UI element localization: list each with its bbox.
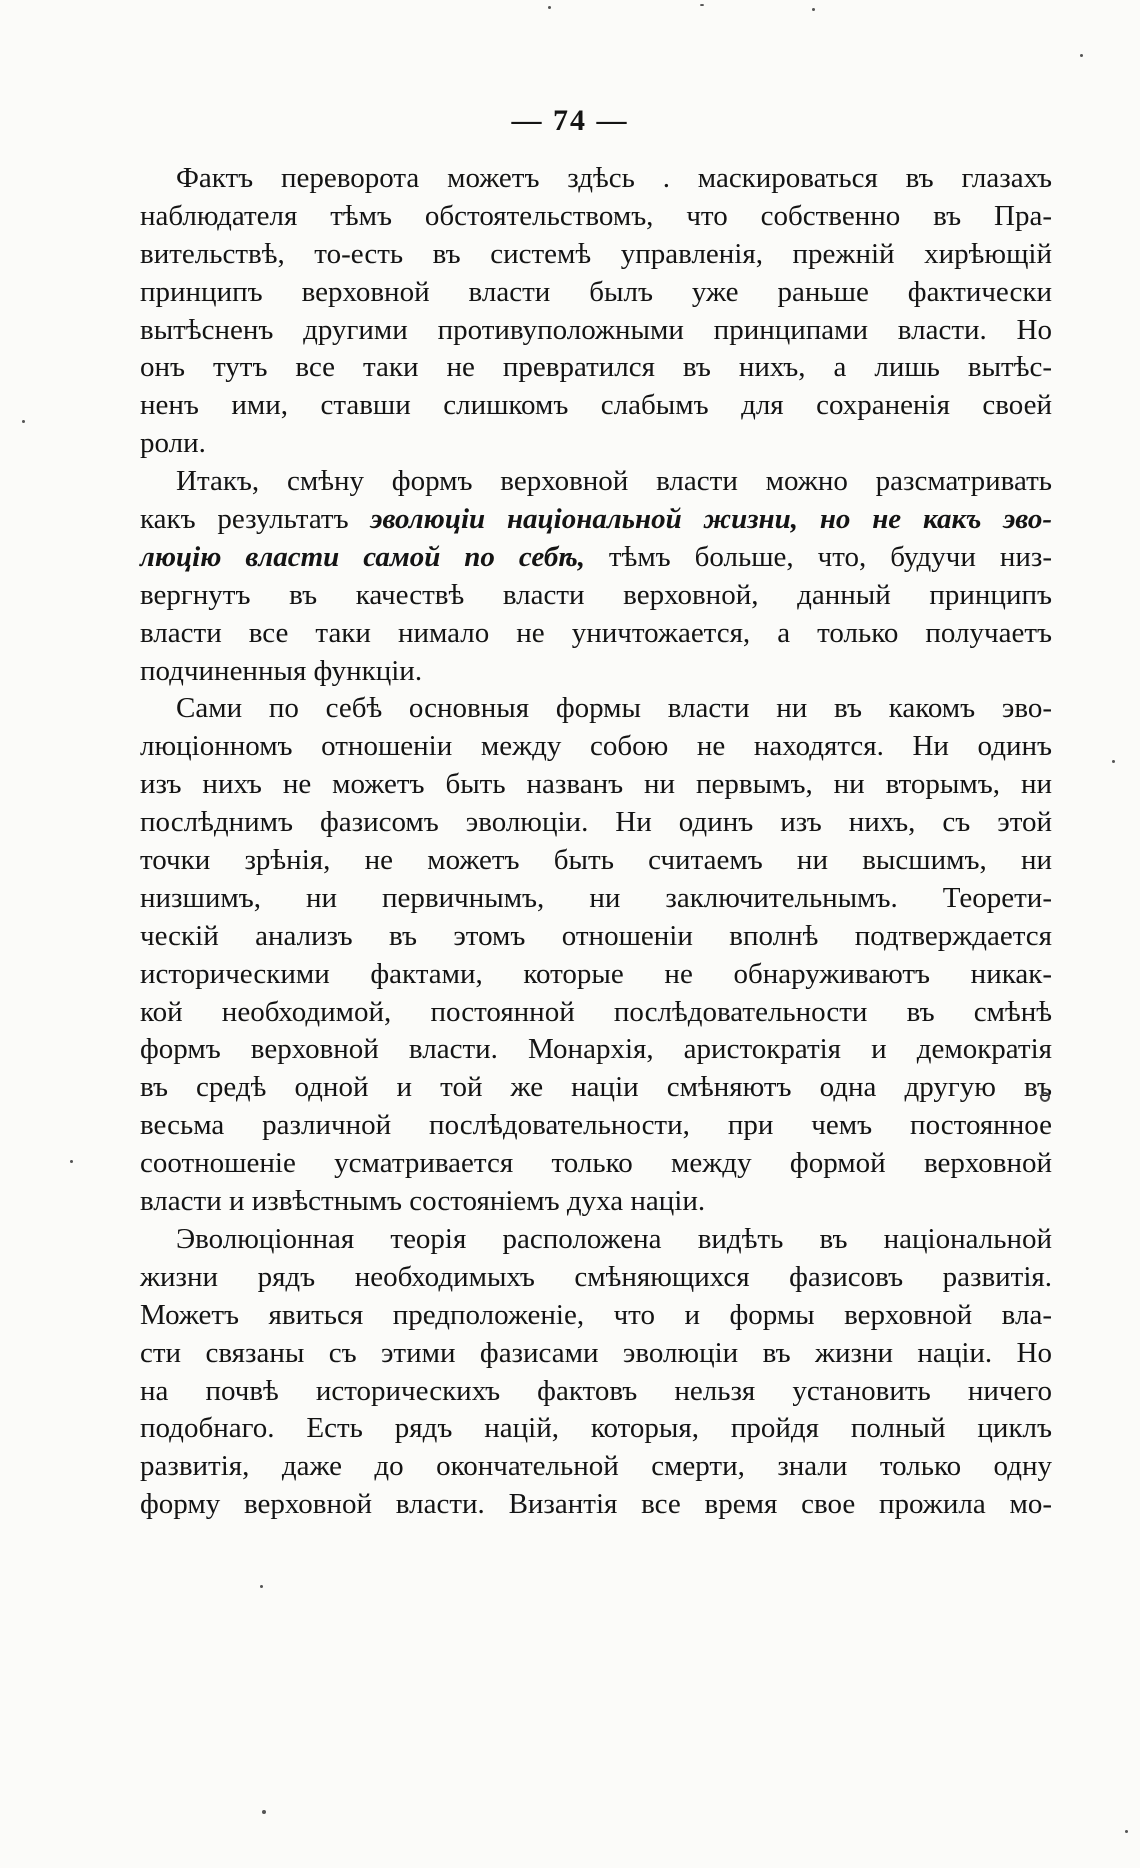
scan-speck xyxy=(1125,1830,1128,1833)
text-segment: онъ тутъ все таки не превратился въ нихъ, а лишь вытѣс- xyxy=(140,351,1052,384)
text-line xyxy=(140,539,1052,577)
scan-speck xyxy=(812,8,815,11)
text-line xyxy=(140,387,1052,425)
text-segment: Итакъ, смѣну формъ верховной власти можно разсматривать xyxy=(176,465,1052,498)
text-segment: жизни рядъ необходимыхъ смѣняющихся фазисовъ развитія. xyxy=(140,1260,1052,1293)
scan-speck xyxy=(1080,54,1083,57)
text-segment: Эволюціонная теорія расположена видѣть въ національной xyxy=(176,1222,1052,1255)
text-line xyxy=(140,349,1052,387)
text-segment: историческими фактами, которые не обнаруживаютъ никак- xyxy=(140,957,1052,990)
text-segment: власти все таки нимало не уничтожается, а только получаетъ xyxy=(140,616,1052,649)
text-segment: развитія, даже до окончательной смерти, знали только одну xyxy=(140,1450,1052,1483)
scan-speck xyxy=(260,1585,263,1588)
text-segment: изъ нихъ не можетъ быть названъ ни первымъ, ни вторымъ, ни xyxy=(140,768,1052,801)
text-segment: формъ верховной власти. Монархія, аристократія и демократія xyxy=(140,1033,1052,1066)
text-segment: люціонномъ отношеніи между собою не находятся. Ни одинъ xyxy=(140,730,1052,763)
text-segment: наблюдателя тѣмъ обстоятельствомъ, что собственно въ Пра- xyxy=(140,199,1052,232)
text-line xyxy=(140,463,1052,501)
text-line xyxy=(140,1069,1052,1107)
text-line xyxy=(140,956,1052,994)
text-line xyxy=(140,1410,1052,1448)
text-line xyxy=(140,1183,1052,1221)
text-line xyxy=(140,1486,1052,1524)
text-line xyxy=(140,1145,1052,1183)
text-segment: вительствѣ, то-есть въ системѣ управленія, прежній хирѣющій xyxy=(140,237,1052,270)
scan-speck xyxy=(70,1160,73,1163)
text-line xyxy=(140,1031,1052,1069)
text-line xyxy=(140,501,1052,539)
text-segment: форму верховной власти. Византія все время свое прожила мо- xyxy=(140,1488,1052,1521)
text-segment: точки зрѣнія, не можетъ быть считаемъ ни высшимъ, ни xyxy=(140,844,1052,877)
text-segment: низшимъ, ни первичнымъ, ни заключительнымъ. Теорети- xyxy=(140,881,1052,914)
text-segment: ческій анализъ въ этомъ отношеніи вполнѣ подтверждается xyxy=(140,919,1052,952)
scan-speck xyxy=(262,1810,266,1814)
text-segment: Можетъ явиться предположеніе, что и формы верховной вла- xyxy=(140,1298,1052,1331)
text-segment: тѣмъ больше, что, будучи низ- xyxy=(584,540,1052,573)
text-segment: вытѣсненъ другими противуположными принципами власти. Но xyxy=(140,313,1052,346)
text-segment: подчиненныя функціи. xyxy=(140,654,423,687)
text-line xyxy=(140,1335,1052,1373)
text-line xyxy=(140,804,1052,842)
body-text xyxy=(140,160,1052,1524)
scan-speck xyxy=(22,420,25,423)
text-line xyxy=(140,880,1052,918)
text-segment: подобнаго. Есть рядъ націй, которыя, пройдя полный циклъ xyxy=(140,1412,1052,1445)
text-segment: весьма различной послѣдовательности, при чемъ постоянное xyxy=(140,1109,1052,1142)
text-line xyxy=(140,1259,1052,1297)
text-line xyxy=(140,312,1052,350)
text-segment: Фактъ переворота можетъ здѣсь . маскироваться въ глазахъ xyxy=(176,162,1052,194)
text-line xyxy=(140,1297,1052,1335)
text-line xyxy=(140,236,1052,274)
text-segment: принципъ верховной власти былъ уже раньше фактически xyxy=(140,275,1052,308)
text-line xyxy=(140,690,1052,728)
text-segment: послѣднимъ фазисомъ эволюціи. Ни одинъ изъ нихъ, съ этой xyxy=(140,806,1052,839)
text-segment: на почвѣ историческихъ фактовъ нельзя установить ничего xyxy=(140,1374,1052,1407)
text-segment: власти и извѣстнымъ состояніемъ духа націи. xyxy=(140,1185,706,1218)
scan-speck xyxy=(700,4,704,6)
scan-speck xyxy=(1112,760,1115,763)
text-segment: роли. xyxy=(140,427,206,460)
text-line xyxy=(140,160,1052,198)
text-line xyxy=(140,1373,1052,1411)
text-segment: какъ результатъ xyxy=(140,503,371,536)
text-line xyxy=(140,425,1052,463)
text-line xyxy=(140,766,1052,804)
text-segment: кой необходимой, постоянной послѣдовательности въ смѣнѣ xyxy=(140,995,1052,1028)
text-line xyxy=(140,577,1052,615)
text-segment: вергнутъ въ качествѣ власти верховной, данный принципъ xyxy=(140,578,1052,611)
text-segment: соотношеніе усматривается только между формой верховной xyxy=(140,1147,1052,1180)
text-line xyxy=(140,1448,1052,1486)
text-line xyxy=(140,842,1052,880)
text-line xyxy=(140,918,1052,956)
text-segment: въ средѣ одной и той же націи смѣняютъ одна другую въ xyxy=(140,1071,1052,1104)
text-line xyxy=(140,653,1052,691)
text-line xyxy=(140,728,1052,766)
text-line xyxy=(140,274,1052,312)
scan-speck xyxy=(1040,1092,1050,1102)
text-line xyxy=(140,994,1052,1032)
text-line xyxy=(140,615,1052,653)
text-line xyxy=(140,1221,1052,1259)
text-segment: сти связаны съ этими фазисами эволюціи въ жизни націи. Но xyxy=(140,1336,1052,1369)
italic-text-segment: эволюціи національной жизни, но не какъ эво- xyxy=(370,503,1052,536)
italic-text-segment: люцію власти самой по себѣ, xyxy=(140,540,585,573)
scan-speck xyxy=(548,6,551,9)
text-line xyxy=(140,1107,1052,1145)
text-segment: ненъ ими, ставши слишкомъ слабымъ для сохраненія своей xyxy=(140,389,1052,422)
text-segment: Сами по себѣ основныя формы власти ни въ какомъ эво- xyxy=(176,692,1052,725)
text-line xyxy=(140,198,1052,236)
page-number: — 74 — xyxy=(511,104,629,137)
